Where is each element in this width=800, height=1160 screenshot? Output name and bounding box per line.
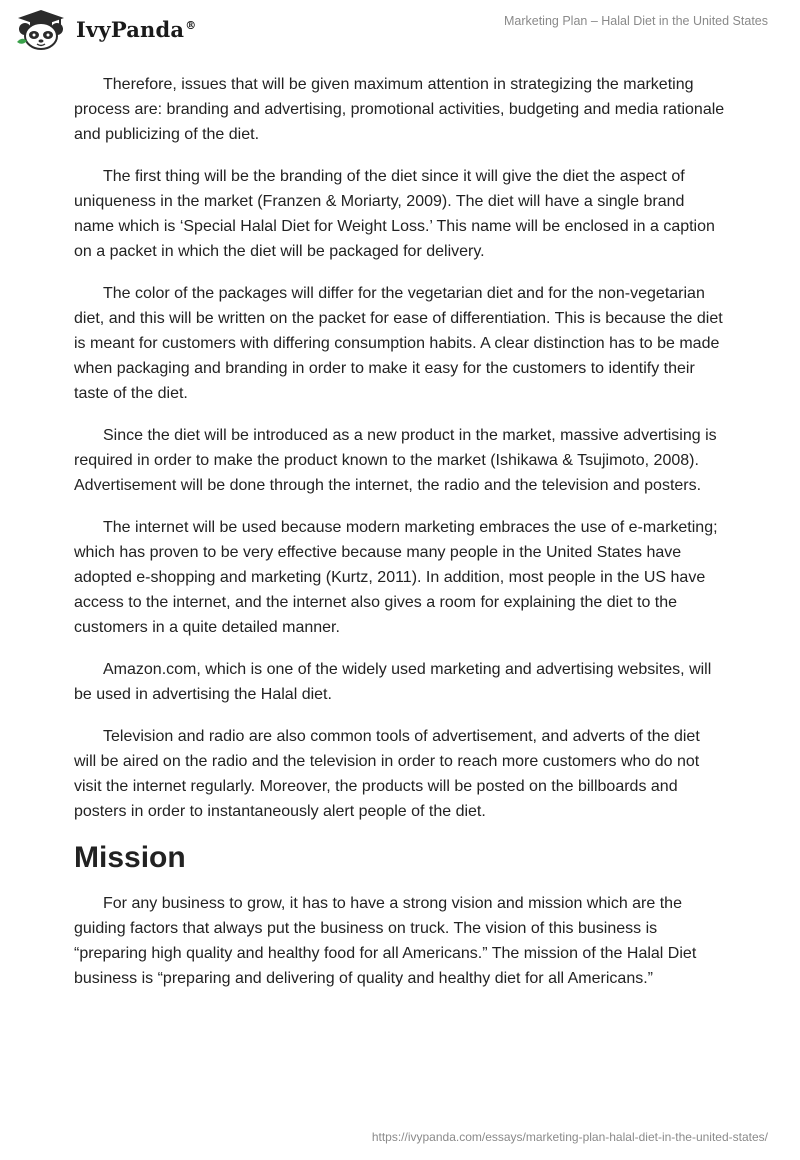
paragraph: Amazon.com, which is one of the widely used marketing and advertising websites, will be used in advertising the Halal diet. xyxy=(74,661,712,703)
paragraph: The internet will be used because modern marketing embraces the use of e-marketing; which has proven to be very effective because many people in the United States have adopted e-shopping and marketing (Kurtz, 2011). In addition, most people in the US have access to the internet, and the internet also gives a room for explaining the diet to the customers in a quite detailed manner. xyxy=(74,519,718,636)
paragraph: For any business to grow, it has to have a strong vision and mission which are the guiding factors that always put the business on truck. The vision of this business is “preparing high quality and healthy food for all Americans.” The mission of the Halal Diet business is “preparing and delivering of quality and healthy diet for all Americans.” xyxy=(74,895,697,987)
running-title: Marketing Plan – Halal Diet in the United States xyxy=(503,14,768,28)
section-heading: Mission xyxy=(74,841,186,874)
paragraph: Therefore, issues that will be given maximum attention in strategizing the marketing process are: branding and advertising, promotional activities, budgeting and media rationale and publicizing of the diet. xyxy=(74,76,725,143)
page-header xyxy=(0,0,800,60)
paragraph: The color of the packages will differ for the vegetarian diet and for the non-vegetarian diet, and this will be written on the packet for ease of differentiation. This is because the diet is meant for customers with differing consumption habits. A clear distinction has to be made when packaging and branding in order to make it easy for the customers to identify their taste of the diet. xyxy=(74,285,723,402)
ivypanda-logo[interactable] xyxy=(14,8,196,50)
source-url[interactable]: https://ivypanda.com/essays/marketing-plan-halal-diet-in-the-united-states/ xyxy=(371,1130,768,1144)
logo-wordmark: IvyPanda® xyxy=(76,16,197,42)
paragraph: Television and radio are also common tools of advertisement, and adverts of the diet will be aired on the radio and the television in order to reach more customers who do not visit the internet regularly. Moreover, the products will be posted on the billboards and posters in order to instantaneously alert people of the diet. xyxy=(74,728,700,820)
essay-content xyxy=(74,72,726,1008)
paragraph: The first thing will be the branding of the diet since it will give the diet the aspect of uniqueness in the market (Franzen & Moriarty, 2009). The diet will have a single brand name which is ‘Special Halal Diet for Weight Loss.’ This name will be enclosed in a caption on a packet in which the diet will be packaged for delivery. xyxy=(74,168,715,260)
panda-graduate-icon xyxy=(14,8,68,50)
paragraph: Since the diet will be introduced as a new product in the market, massive advertising is required in order to make the product known to the market (Ishikawa & Tsujimoto, 2008). Advertisement will be done through the internet, the radio and the television and posters. xyxy=(74,427,717,494)
